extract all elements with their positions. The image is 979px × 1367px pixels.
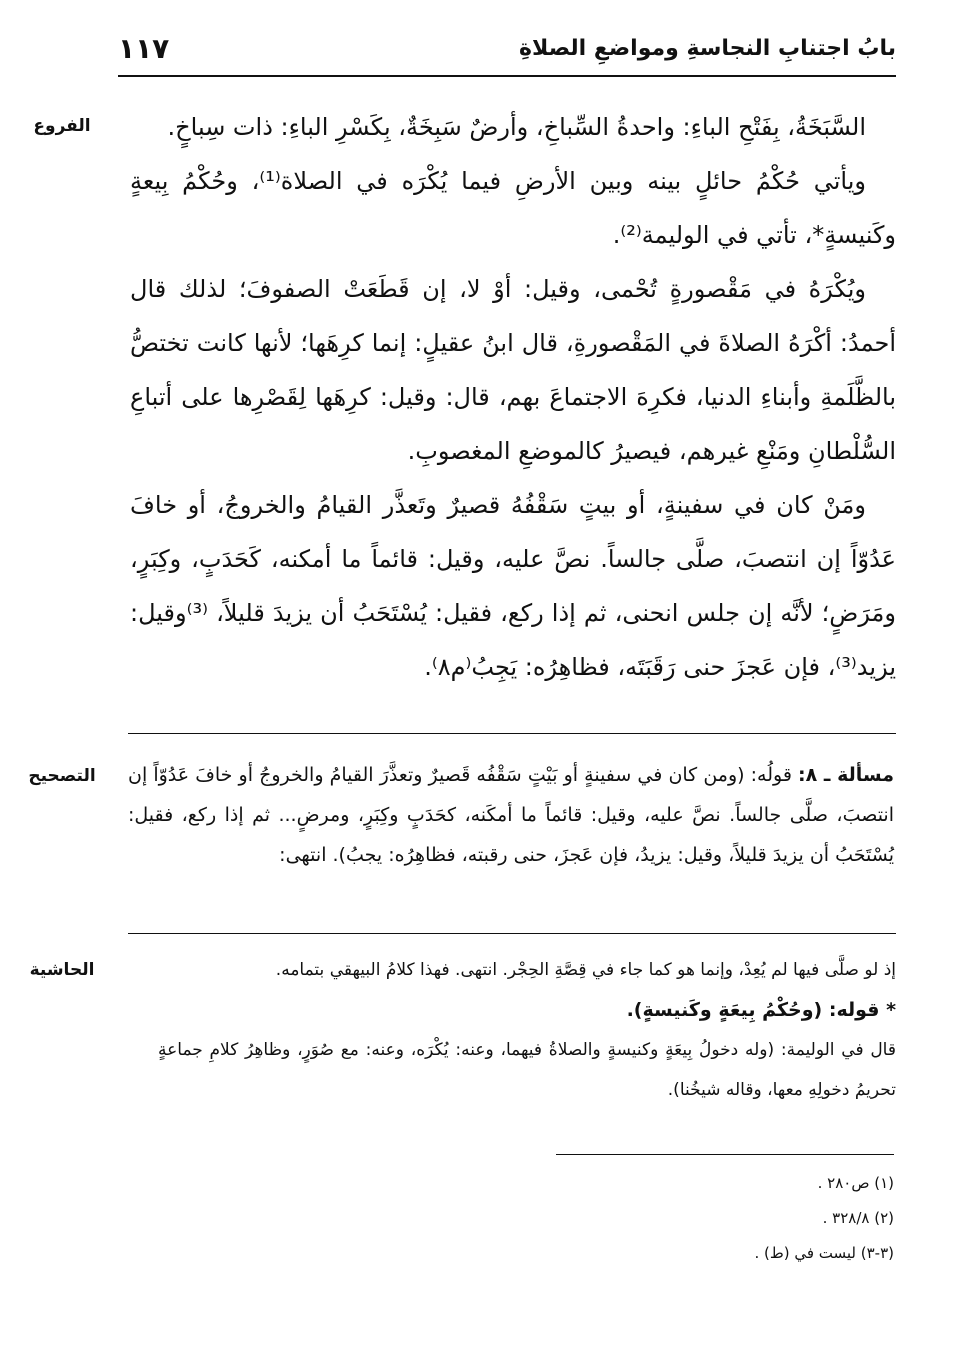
furu-paragraph-1: السَّبَخَةُ، بِفَتْحِ الباءِ: واحدةُ السِّباخِ، وأرضٌ سَبِخَةٌ، بِكَسْرِ الباءِ: ذات سِباخٍ. xyxy=(167,113,866,141)
label-furu: الفروع xyxy=(33,116,91,136)
hashiya-heading: * قوله: (وحُكْمُ بِيعَةٍ وكَنيسةٍ). xyxy=(626,999,896,1021)
label-hashiya: الحاشية xyxy=(29,960,95,980)
hashiya-line-1: إذ لو صلَّى فيها لم يُعِدْ، وإنما هو كما جاء في قِصَّةِ الحِجْر. انتهى. فهذا كلامُ البيهقي بتمامه. xyxy=(275,960,896,980)
hashiya-section xyxy=(158,950,896,1110)
footnote-1: (١) ص٢٨٠ . xyxy=(817,1174,894,1192)
furu-paragraph-4: ومَنْ كان في سفينةٍ، أو بيتٍ سَقْفُهُ قصيرٌ وتَعذَّر القيامُ والخروجُ، أو خافَ عَدُوّاً إن انتصبَ، صلَّى جالساً. نصَّ عليه، وقيل: قائماً ما أمكنه، كَحَدَبٍ، وكِبَرٍ، ومَرَضٍ؛ لأنَّه إن جلس انحنى، ثم إذا ركع، فقيل: يُسْتَحَبُ أن يزيدَ قليلاً، ⁽³⁾وقيل: يزيد⁽³⁾، فإن عَجزَ حنى رَقَبَتَه، فظاهِرُه: يَجِبُ⁽م٨⁾. xyxy=(130,491,896,681)
section-divider-2 xyxy=(128,933,896,934)
section-divider-1 xyxy=(128,733,896,734)
furu-paragraph-2: ويأتي حُكْمُ حائلٍ بينه وبين الأرضِ فيما يُكْرَه في الصلاة⁽¹⁾، وحُكْمُ بِيعةٍ وكَنيسةٍ*، تأتي في الوليمة⁽²⁾. xyxy=(130,167,896,249)
furu-paragraph-3: ويُكْرَهُ في مَقْصورةٍ تُحْمى، وقيل: أوْ لا، إن قَطَعَتْ الصفوفَ؛ لذلك قال أحمدُ: أكْرَهُ الصلاةَ في المَقْصورةِ، قال ابنُ عقيلٍ: إنما كرِهَها؛ لأنها كانت تختصُّ بالظَّلَمةِ وأبناءِ الدنيا، فكرِهَ الاجتماعَ بهم، قال: وقيل: كرِهَها لِقَصْرِها على أتباعِ السُّلْطانِ ومَنْعِ غيرهم، فيصيرُ كالموضعِ المغصوبِ. xyxy=(130,275,896,465)
tashih-body: قولُه: (ومن كان في سفينةٍ أو بَيْتٍ سَقْفُه قَصيرٌ وتعذَّرَ القيامُ والخروجُ أو خافَ عَدُوّاً إن انتصبَ، صلَّى جالساً. نصَّ عليه، وقيل: قائماً ما أمكَنه، كحَدَبٍ وكِبَرٍ، ومرضٍ... ثم إذا ركع، فقيل: يُسْتَحَبُ أن يزيدَ قليلاً، وقيل: يزيدُ، فإن عَجزَ، حنى رقبته، فظاهِرُه: يجبُ). انتهى: xyxy=(128,764,894,866)
label-tashih: التصحيح xyxy=(28,766,96,786)
header-rule xyxy=(118,75,896,77)
tashih-heading: مسألة ـ ٨: xyxy=(798,764,894,786)
footnote-2: (٢) ٣٢٨/٨ . xyxy=(822,1209,894,1227)
tashih-section xyxy=(128,755,894,875)
furu-section xyxy=(130,100,896,694)
running-title: بابُ اجتنابِ النجاسةِ ومواضعِ الصلاةِ xyxy=(519,36,896,61)
footnote-rule xyxy=(556,1154,894,1155)
hashiya-body: قال في الوليمة: (وله دخولُ بِيعَةٍ وكنيسةٍ والصلاةُ فيهما، وعنه: يُكْرَه، وعنه: مع صُوَرٍ، وظاهِرُ كلامِ جماعةٍ تحريمُ دخولِهِ معها، وقاله شيخُنا). xyxy=(158,1040,896,1100)
footnote-3: (٣-٣) ليست في (ط) . xyxy=(754,1244,894,1262)
page-header xyxy=(118,30,896,74)
footnotes xyxy=(400,1166,894,1271)
page-number: ١١٧ xyxy=(118,32,170,65)
tashih-text xyxy=(128,755,894,875)
